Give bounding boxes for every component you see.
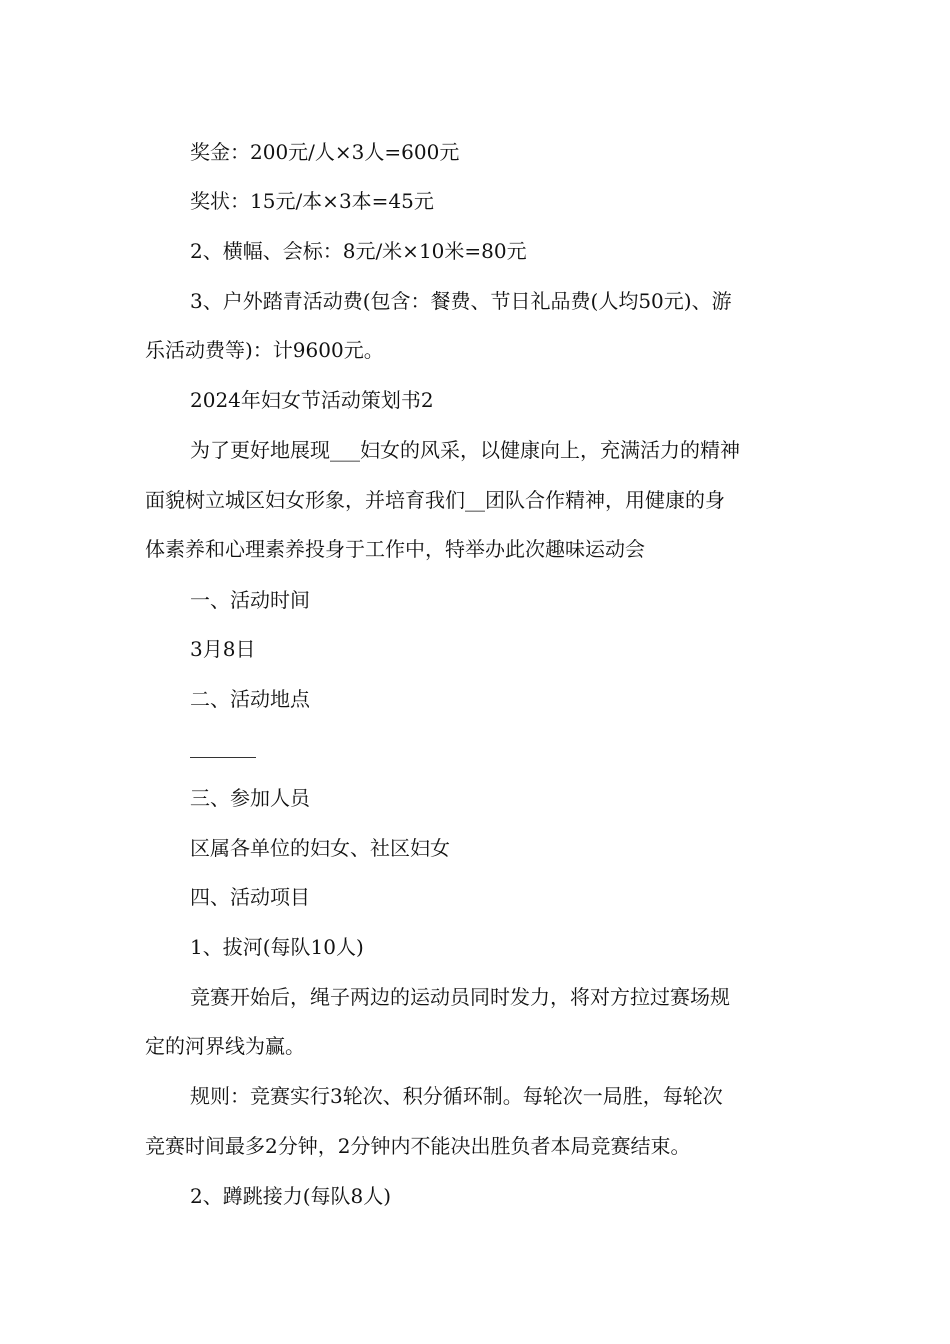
heading-activity-time: 一、活动时间 <box>190 588 310 612</box>
tug-of-war-rules-line-2: 竞赛时间最多2分钟，2分钟内不能决出胜负者本局竞赛结束。 <box>145 1134 691 1158</box>
intro-paragraph-line-1: 为了更好地展现___妇女的风采，以健康向上，充满活力的精神 <box>190 438 740 462</box>
intro-paragraph-line-2: 面貌树立城区妇女形象，并培育我们__团队合作精神，用健康的身 <box>145 488 725 512</box>
activity-date: 3月8日 <box>190 637 256 661</box>
outing-cost-line-cont: 乐活动费等)：计9600元。 <box>145 338 384 362</box>
item-tug-of-war: 1、拔河(每队10人) <box>190 935 364 959</box>
location-blank-rule <box>190 757 256 758</box>
heading-activity-items: 四、活动项目 <box>190 885 310 909</box>
heading-activity-location: 二、活动地点 <box>190 687 310 711</box>
tug-of-war-description-line-2: 定的河界线为赢。 <box>145 1034 305 1058</box>
certificate-line: 奖状：15元/本×3本=45元 <box>190 189 434 213</box>
item-squat-jump-relay: 2、蹲跳接力(每队8人) <box>190 1184 392 1208</box>
heading-participants: 三、参加人员 <box>190 786 310 810</box>
intro-paragraph-line-3: 体素养和心理素养投身于工作中，特举办此次趣味运动会 <box>145 537 645 561</box>
tug-of-war-rules-line-1: 规则：竞赛实行3轮次、积分循环制。每轮次一局胜，每轮次 <box>190 1084 723 1108</box>
outing-cost-line: 3、户外踏青活动费(包含：餐费、节日礼品费(人均50元)、游 <box>190 289 732 313</box>
prize-money-line: 奖金：200元/人×3人=600元 <box>190 140 460 164</box>
tug-of-war-description-line-1: 竞赛开始后，绳子两边的运动员同时发力，将对方拉过赛场规 <box>190 985 730 1009</box>
participants-text: 区属各单位的妇女、社区妇女 <box>190 836 450 860</box>
section-title: 2024年妇女节活动策划书2 <box>190 388 434 412</box>
banner-cost-line: 2、横幅、会标：8元/米×10米=80元 <box>190 239 527 263</box>
